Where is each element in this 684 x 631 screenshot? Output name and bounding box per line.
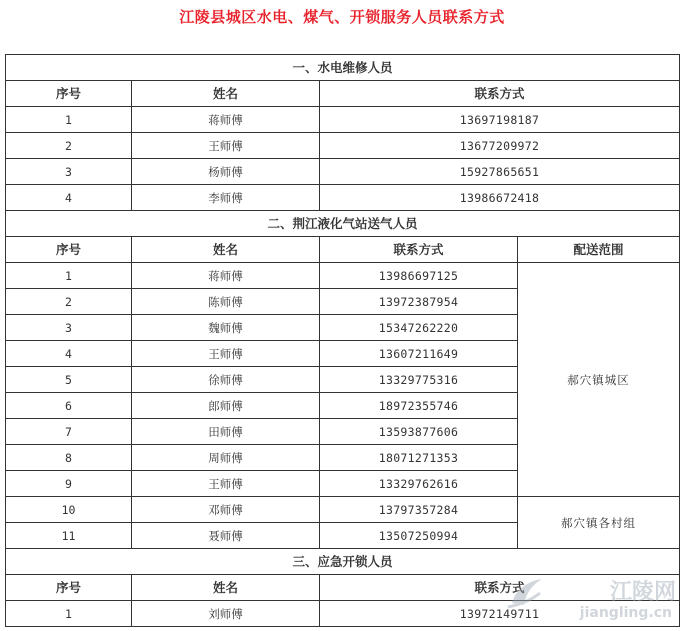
table-row [6,263,680,289]
row-name: 田师傅 [132,419,320,445]
header-area: 配送范围 [518,237,680,263]
header-contact: 联系方式 [320,237,518,263]
section-title-row [6,549,680,575]
row-phone[interactable]: 13986697125 [320,263,518,289]
delivery-area-city: 郝穴镇城区 [518,263,680,497]
table-row [6,185,680,211]
table-row [6,107,680,133]
row-name: 李师傅 [132,185,320,211]
row-phone[interactable]: 13677209972 [320,133,680,159]
row-name: 陈师傅 [132,289,320,315]
row-name: 郎师傅 [132,393,320,419]
section-title-gas-delivery: 二、荆江液化气站送气人员 [6,211,680,237]
header-contact: 联系方式 [320,575,680,601]
header-row [6,81,680,107]
row-phone[interactable]: 13507250994 [320,523,518,549]
row-phone[interactable]: 15347262220 [320,315,518,341]
row-phone[interactable]: 13986672418 [320,185,680,211]
header-name: 姓名 [132,575,320,601]
row-phone[interactable]: 18071271353 [320,445,518,471]
table-row [6,601,680,627]
row-name: 周师傅 [132,445,320,471]
row-name: 王师傅 [132,133,320,159]
row-name: 蒋师傅 [132,107,320,133]
header-name: 姓名 [132,81,320,107]
table-row [6,497,680,523]
row-phone[interactable]: 18972355746 [320,393,518,419]
row-name: 王师傅 [132,341,320,367]
row-no: 1 [6,601,132,627]
row-phone[interactable]: 15927865651 [320,159,680,185]
row-phone[interactable]: 13329775316 [320,367,518,393]
row-no: 9 [6,471,132,497]
header-contact: 联系方式 [320,81,680,107]
row-phone[interactable]: 13607211649 [320,341,518,367]
row-name: 刘师傅 [132,601,320,627]
row-name: 蒋师傅 [132,263,320,289]
row-phone[interactable]: 13972149711 [320,601,680,627]
row-name: 杨师傅 [132,159,320,185]
section-title-row [6,55,680,81]
row-name: 徐师傅 [132,367,320,393]
row-name: 魏师傅 [132,315,320,341]
section-title-row [6,211,680,237]
row-name: 聂师傅 [132,523,320,549]
header-row [6,575,680,601]
row-phone[interactable]: 13329762616 [320,471,518,497]
row-no: 2 [6,133,132,159]
row-phone[interactable]: 13697198187 [320,107,680,133]
row-phone[interactable]: 13797357284 [320,497,518,523]
row-no: 4 [6,185,132,211]
section-title-water-electric: 一、水电维修人员 [6,55,680,81]
header-no: 序号 [6,237,132,263]
row-no: 11 [6,523,132,549]
contacts-table [5,54,680,627]
table-row [6,159,680,185]
row-name: 邓师傅 [132,497,320,523]
row-no: 1 [6,263,132,289]
row-no: 2 [6,289,132,315]
watermark-domain: jiangling.cn [579,605,672,621]
header-row [6,237,680,263]
page-title: 江陵县城区水电、煤气、开锁服务人员联系方式 [179,8,505,26]
row-name: 王师傅 [132,471,320,497]
row-no: 3 [6,315,132,341]
watermark-text: 江陵网 [609,580,676,605]
delivery-area-villages: 郝穴镇各村组 [518,497,680,549]
row-no: 8 [6,445,132,471]
row-no: 5 [6,367,132,393]
row-no: 6 [6,393,132,419]
row-no: 1 [6,107,132,133]
row-phone[interactable]: 13972387954 [320,289,518,315]
row-no: 4 [6,341,132,367]
row-no: 3 [6,159,132,185]
header-no: 序号 [6,575,132,601]
row-phone[interactable]: 13593877606 [320,419,518,445]
row-no: 7 [6,419,132,445]
header-no: 序号 [6,81,132,107]
row-no: 10 [6,497,132,523]
table-row [6,133,680,159]
section-title-locksmith: 三、应急开锁人员 [6,549,680,575]
header-name: 姓名 [132,237,320,263]
